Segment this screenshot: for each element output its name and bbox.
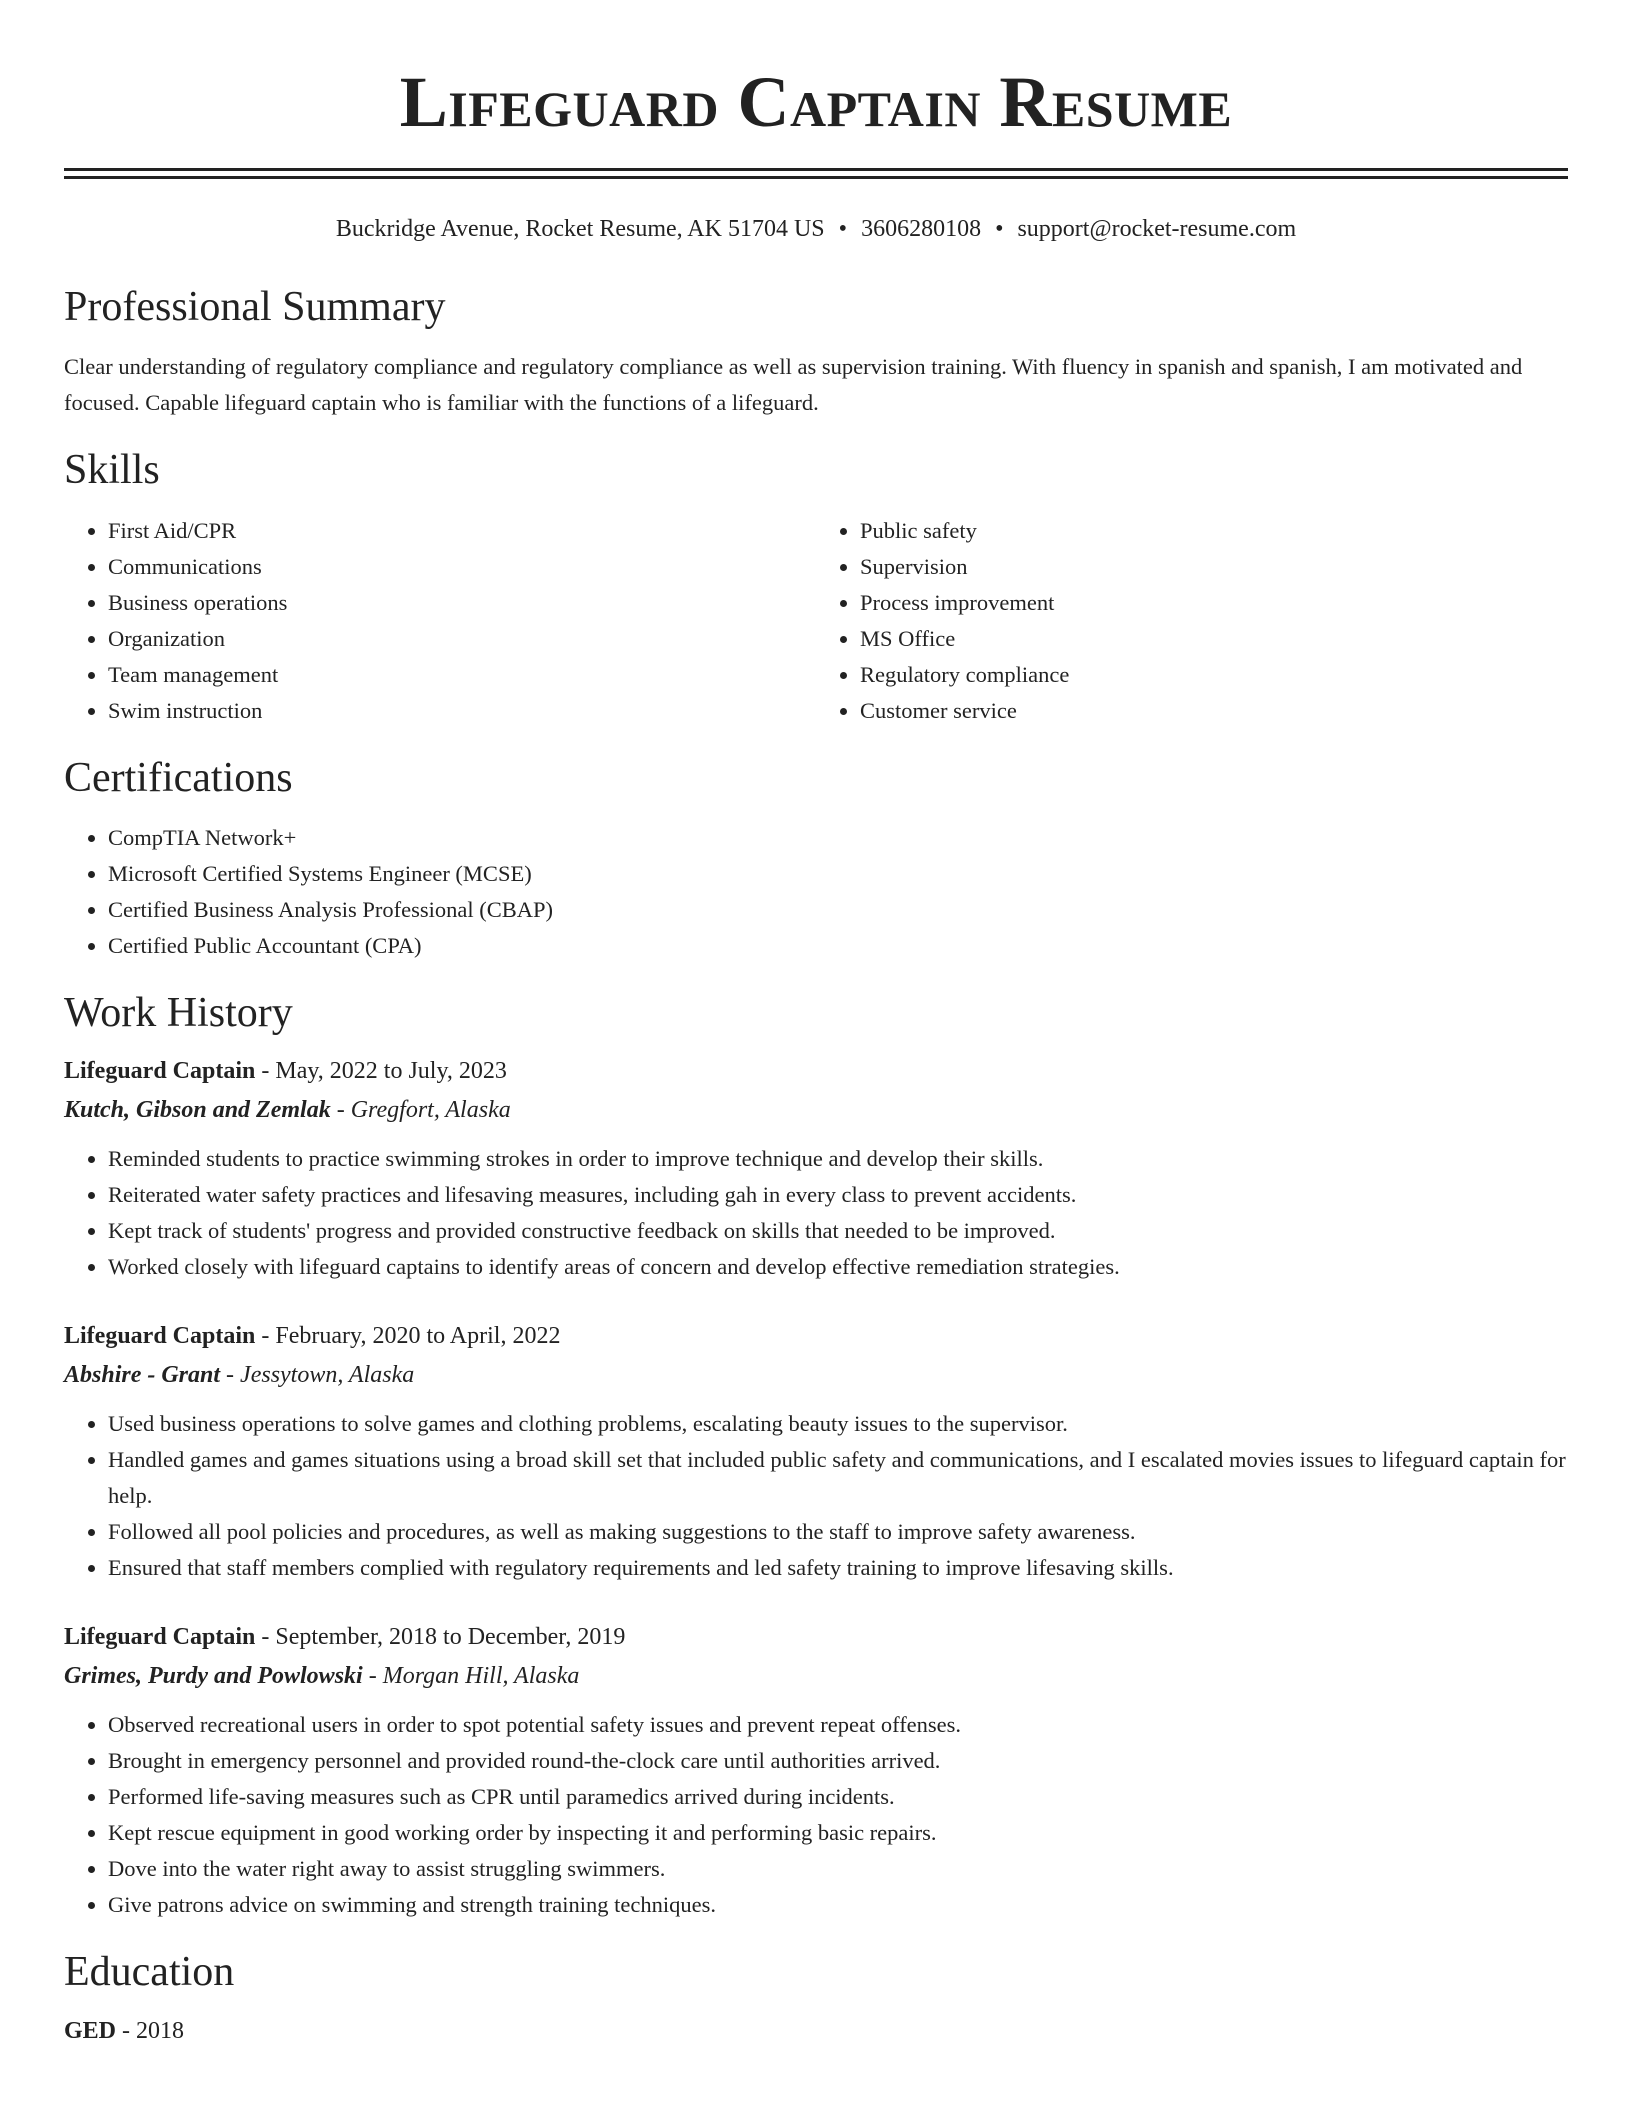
job-bullet: • Reminded students to practice swimming strokes in order to improve technique and develop their skills. xyxy=(108,1141,1568,1177)
job-bullet: • Kept rescue equipment in good working order by inspecting it and performing basic repairs. xyxy=(108,1815,1568,1851)
job-bullet: • Worked closely with lifeguard captains to identify areas of concern and develop effective remediation strategies. xyxy=(108,1249,1568,1285)
skill-item: • Process improvement xyxy=(860,585,1568,621)
contact-separator: • xyxy=(995,216,1004,242)
job-title-line: Lifeguard Captain - May, 2022 to July, 2023 xyxy=(64,1058,507,1085)
certification-item: • Certified Business Analysis Professional (CBAP) xyxy=(108,892,1568,928)
skill-item: • Supervision xyxy=(860,549,1568,585)
certification-item: • CompTIA Network+ xyxy=(108,820,1568,856)
job-dates: May, 2022 to July, 2023 xyxy=(275,1058,507,1085)
resume-page xyxy=(64,0,1568,2050)
job-entry xyxy=(64,1618,1568,1923)
job-bullet: • Followed all pool policies and procedures, as well as making suggestions to the staff to improve safety awareness. xyxy=(108,1514,1568,1550)
resume-title: Lifeguard Captain Resume xyxy=(399,62,1233,142)
skill-item: • Public safety xyxy=(860,513,1568,549)
education-heading: Education xyxy=(64,1949,235,1996)
skill-item: • Team management xyxy=(108,657,816,693)
skill-item: • Business operations xyxy=(108,585,816,621)
skill-item: • MS Office xyxy=(860,621,1568,657)
title-rule-top xyxy=(64,168,1568,171)
education-degree: GED xyxy=(64,2017,117,2044)
job-entry xyxy=(64,1052,1568,1285)
skills-heading: Skills xyxy=(64,447,160,494)
job-bullet: • Brought in emergency personnel and provided round-the-clock care until authorities arrived. xyxy=(108,1743,1568,1779)
job-bullets xyxy=(64,1406,1568,1586)
job-company-line: Abshire - Grant - Jessytown, Alaska xyxy=(64,1362,415,1389)
job-entry xyxy=(64,1317,1568,1586)
skills-list-right xyxy=(816,513,1568,729)
job-bullets xyxy=(64,1707,1568,1923)
job-bullet: • Used business operations to solve games and clothing problems, escalating beauty issues to the supervisor. xyxy=(108,1406,1568,1442)
education-year: 2018 xyxy=(136,2017,185,2044)
skill-item: • Swim instruction xyxy=(108,693,816,729)
job-location: Jessytown, Alaska xyxy=(240,1362,415,1389)
job-dates: February, 2020 to April, 2022 xyxy=(275,1323,561,1350)
contact-line xyxy=(64,215,1568,244)
certification-item: • Certified Public Accountant (CPA) xyxy=(108,928,1568,964)
skills-grid xyxy=(64,513,1568,729)
certifications-heading: Certifications xyxy=(64,754,293,801)
skill-item: • Customer service xyxy=(860,693,1568,729)
job-company-line: Kutch, Gibson and Zemlak - Gregfort, Alaska xyxy=(64,1097,511,1124)
job-bullet: • Observed recreational users in order to spot potential safety issues and prevent repeat offenses. xyxy=(108,1707,1568,1743)
job-dates: September, 2018 to December, 2019 xyxy=(275,1624,626,1651)
job-company: Abshire - Grant xyxy=(64,1362,221,1389)
certifications-list xyxy=(64,820,1568,964)
summary-heading: Professional Summary xyxy=(64,283,446,330)
job-bullet: • Handled games and games situations using a broad skill set that included public safety and communications, and I escalated movies issues to lifeguard captain for help. xyxy=(108,1442,1568,1514)
job-company-line: Grimes, Purdy and Powlowski - Morgan Hill, Alaska xyxy=(64,1663,580,1690)
skill-item: • First Aid/CPR xyxy=(108,513,816,549)
job-title: Lifeguard Captain xyxy=(64,1323,256,1350)
job-title: Lifeguard Captain xyxy=(64,1058,256,1085)
job-bullet: • Performed life-saving measures such as CPR until paramedics arrived during incidents. xyxy=(108,1779,1568,1815)
skill-item: • Regulatory compliance xyxy=(860,657,1568,693)
skills-list-left xyxy=(64,513,816,729)
contact-email: support@rocket-resume.com xyxy=(1017,216,1297,242)
education-entry: GED - 2018 xyxy=(64,2017,185,2044)
job-bullet: • Kept track of students' progress and provided constructive feedback on skills that needed to be improved. xyxy=(108,1213,1568,1249)
contact-separator: • xyxy=(838,216,848,242)
contact-phone: 3606280108 xyxy=(861,216,982,242)
summary-text: Clear understanding of regulatory compliance and regulatory compliance as well as supervision training. With fluency in spanish and spanish, I am motivated and focused. Capable lifeguard captain who is familiar with the functions of a lifeguard. xyxy=(64,354,1523,416)
job-title-line: Lifeguard Captain - February, 2020 to April, 2022 xyxy=(64,1323,561,1350)
job-title: Lifeguard Captain xyxy=(64,1624,256,1651)
contact-address: Buckridge Avenue, Rocket Resume, AK 51704 US xyxy=(335,216,825,242)
job-title-line: Lifeguard Captain - September, 2018 to December, 2019 xyxy=(64,1624,626,1651)
job-company: Grimes, Purdy and Powlowski xyxy=(64,1663,363,1690)
job-bullet: • Reiterated water safety practices and lifesaving measures, including gah in every class to prevent accidents. xyxy=(108,1177,1568,1213)
work-history-heading: Work History xyxy=(64,989,293,1036)
job-bullet: • Give patrons advice on swimming and strength training techniques. xyxy=(108,1887,1568,1923)
job-bullets xyxy=(64,1141,1568,1285)
job-bullet: • Dove into the water right away to assist struggling swimmers. xyxy=(108,1851,1568,1887)
job-location: Gregfort, Alaska xyxy=(350,1097,511,1124)
job-company: Kutch, Gibson and Zemlak xyxy=(64,1097,331,1124)
skill-item: • Organization xyxy=(108,621,816,657)
job-bullet: • Ensured that staff members complied with regulatory requirements and led safety training to improve lifesaving skills. xyxy=(108,1550,1568,1586)
certification-item: • Microsoft Certified Systems Engineer (MCSE) xyxy=(108,856,1568,892)
title-rule-bottom xyxy=(64,176,1568,179)
skill-item: • Communications xyxy=(108,549,816,585)
job-location: Morgan Hill, Alaska xyxy=(382,1663,580,1690)
